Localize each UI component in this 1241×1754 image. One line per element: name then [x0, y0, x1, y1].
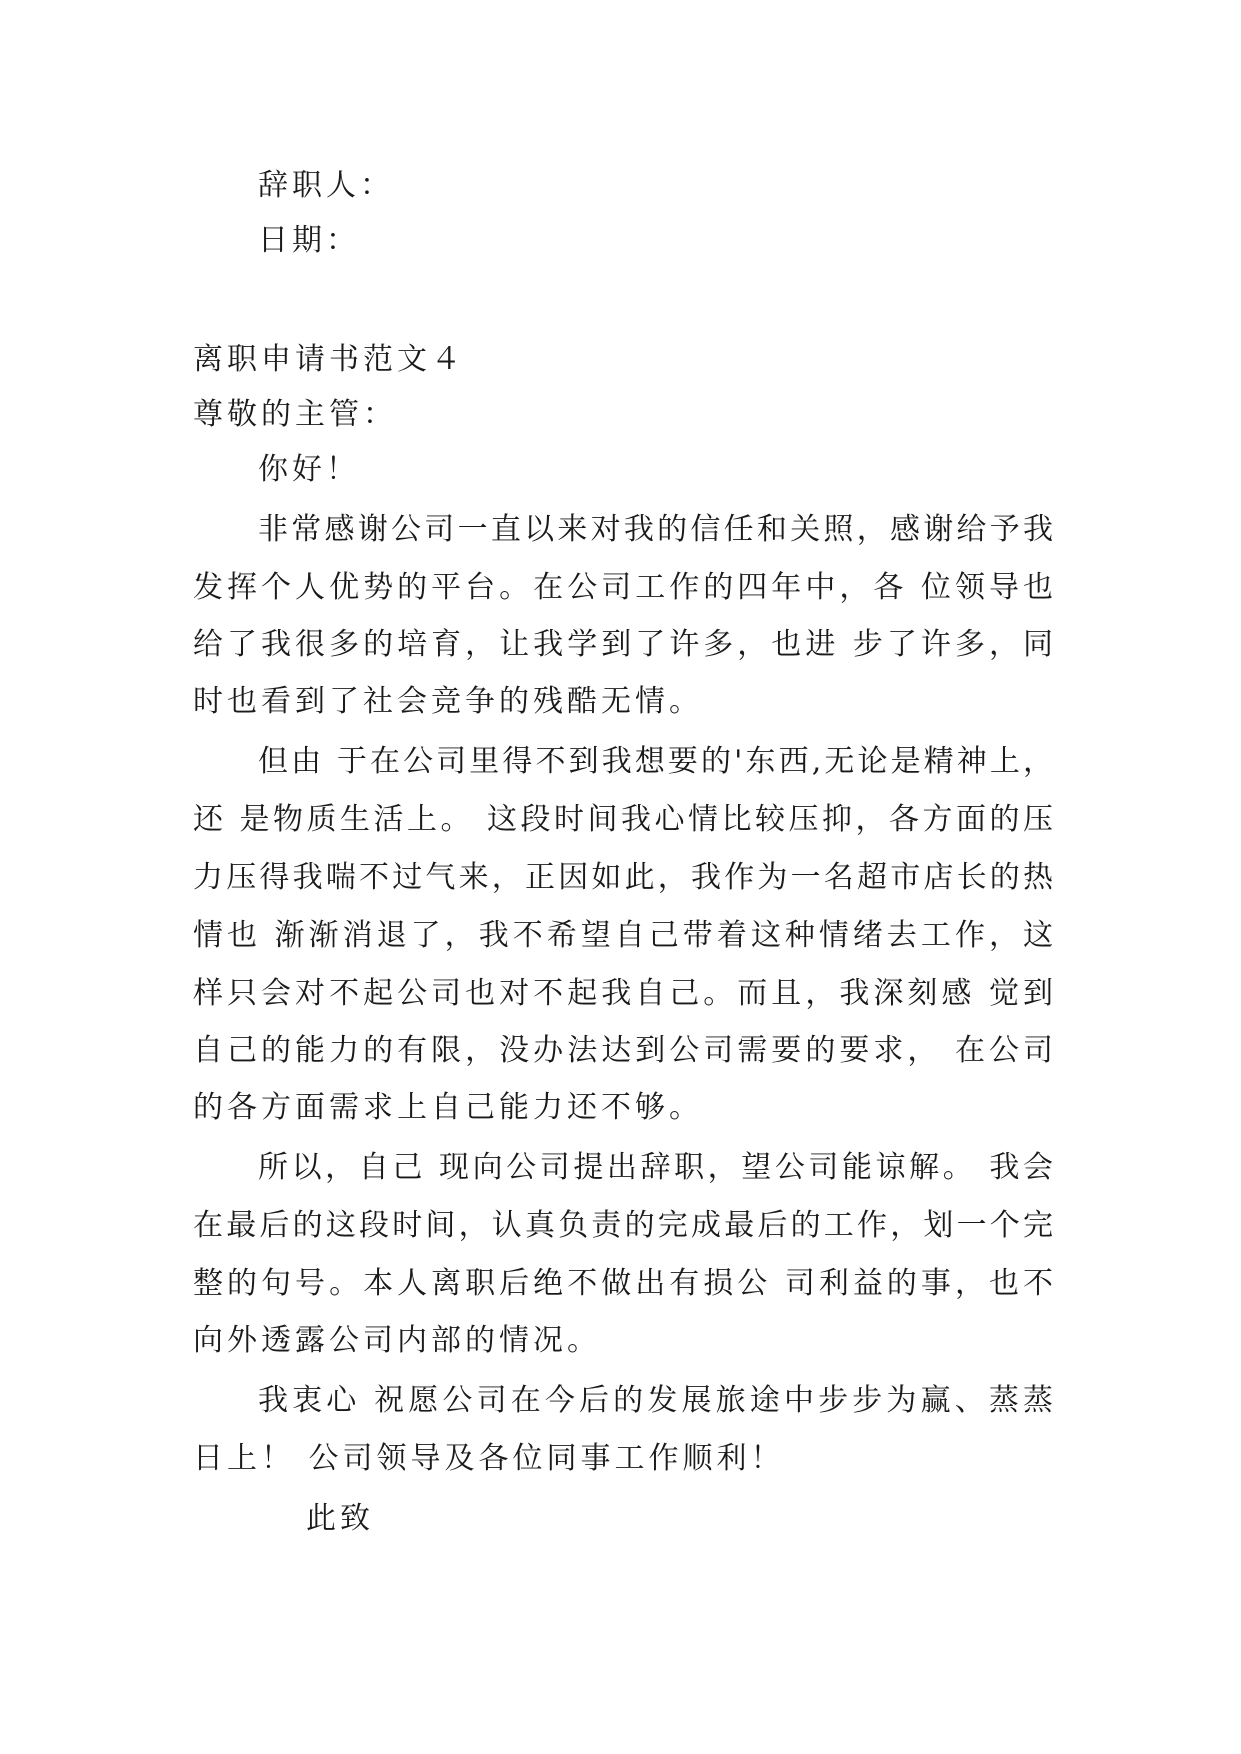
- paragraph-line: 非常感谢公司一直以来对我的信任和关照，感谢给予我: [258, 512, 1053, 547]
- paragraph-line: 但由 于在公司里得不到我想要的'东西,无论是精神上，: [258, 744, 1053, 779]
- salutation: 尊敬的主管：: [193, 397, 397, 432]
- paragraph-line: 发挥个人优势的平台。在公司工作的四年中，各 位领导也: [193, 570, 1053, 605]
- section-title: 离职申请书范文４: [193, 342, 465, 377]
- paragraph-line: 情也 渐渐消退了，我不希望自己带着这种情绪去工作，这: [193, 918, 1053, 953]
- paragraph-line: 日上！ 公司领导及各位同事工作顺利！: [193, 1441, 785, 1476]
- date-label: 日期：: [258, 223, 360, 258]
- paragraph-line: 在最后的这段时间，认真负责的完成最后的工作，划一个完: [193, 1208, 1053, 1243]
- greeting: 你好！: [258, 452, 360, 487]
- paragraph-line: 力压得我喘不过气来，正因如此，我作为一名超市店长的热: [193, 860, 1053, 895]
- paragraph-line: 所以，自己 现向公司提出辞职，望公司能谅解。 我会: [258, 1150, 1053, 1185]
- paragraph-line: 我衷心 祝愿公司在今后的发展旅途中步步为赢、蒸蒸: [258, 1383, 1053, 1418]
- resignee-label: 辞职人：: [258, 168, 394, 203]
- paragraph-line: 还 是物质生活上。 这段时间我心情比较压抑，各方面的压: [193, 802, 1053, 837]
- closing-text: 此致: [306, 1501, 374, 1536]
- paragraph-line: 给了我很多的培育，让我学到了许多，也进 步了许多，同: [193, 627, 1053, 662]
- paragraph-line: 整的句号。本人离职后绝不做出有损公 司利益的事，也不: [193, 1266, 1053, 1301]
- paragraph-line: 的各方面需求上自己能力还不够。: [193, 1090, 703, 1125]
- paragraph-line: 向外透露公司内部的情况。: [193, 1323, 601, 1358]
- paragraph-line: 样只会对不起公司也对不起我自己。而且，我深刻感 觉到: [193, 976, 1053, 1011]
- paragraph-line: 自己的能力的有限，没办法达到公司需要的要求， 在公司: [193, 1033, 1053, 1068]
- paragraph-line: 时也看到了社会竞争的残酷无情。: [193, 684, 703, 719]
